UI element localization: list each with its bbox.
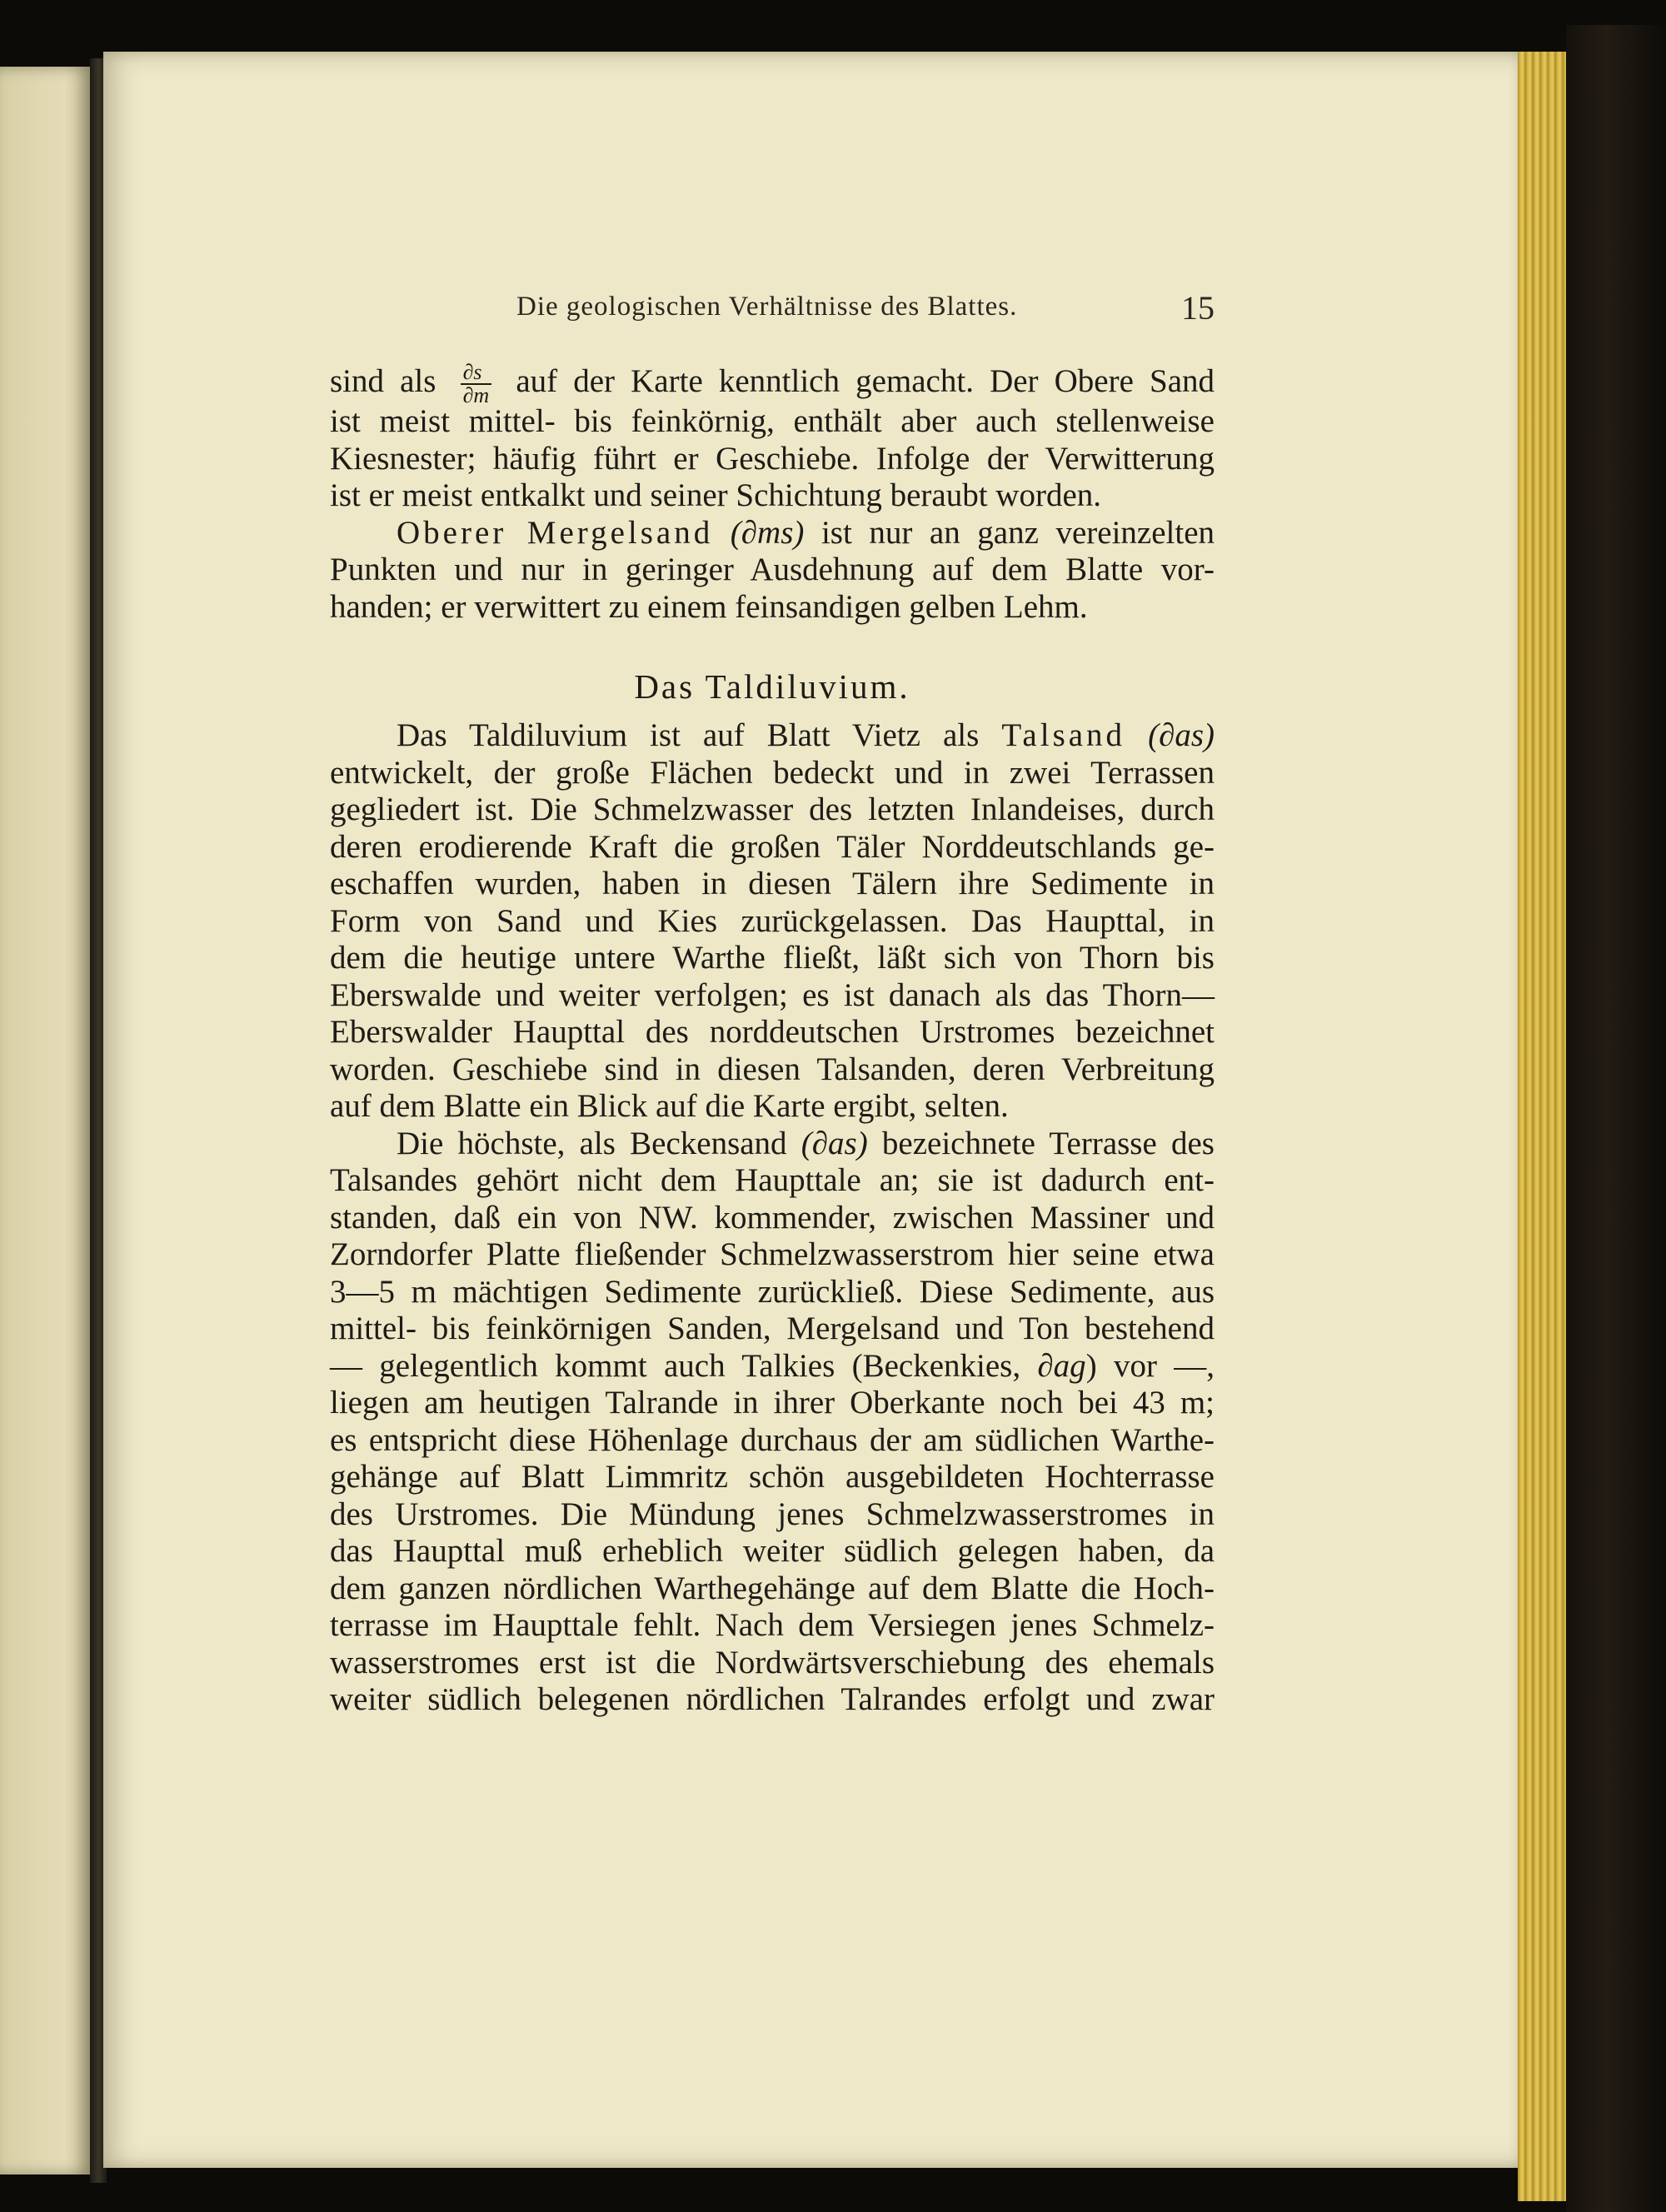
map-symbol: (∂as) (1148, 717, 1215, 753)
text-line: entwickelt, der große Flächen bedeckt und in zwei Terrassen (330, 754, 1215, 791)
text-line: ist er meist entkalkt und seiner Schichtung beraubt worden. (330, 477, 1102, 513)
text-line: gehänge auf Blatt Limmritz schön ausgebildeten Hochterrasse (330, 1459, 1215, 1495)
text-line: auf dem Blatte ein Blick auf die Karte ergibt, selten. (330, 1088, 1009, 1124)
fraction-numerator: ∂s (461, 362, 492, 385)
map-symbol: ∂ag (1037, 1347, 1086, 1384)
left-page-edge (0, 67, 92, 2175)
map-symbol: (∂ms) (730, 514, 805, 551)
text-line: Zorndorfer Platte fließender Schmelzwasserstrom hier seine etwa (330, 1236, 1215, 1272)
text-line: weiter südlich belegenen nördlichen Talrandes erfolgt und zwar (330, 1681, 1215, 1717)
body-text (330, 360, 1215, 1719)
text-line: des Urstromes. Die Mündung jenes Schmelzwasserstromes in (330, 1495, 1215, 1532)
text-line (330, 515, 1215, 552)
text-line: Eberswalder Haupttal des norddeutschen Urstromes bezeichnet (330, 1014, 1215, 1050)
text-fragment: bezeichnete Terrasse des (881, 1125, 1215, 1161)
text-fragment: Die höchste, als Beckensand (397, 1125, 787, 1161)
text-line: es entspricht diese Höhenlage durchaus der am südlichen Warthe- (330, 1421, 1215, 1458)
text-fragment: sind als (330, 363, 436, 399)
book-cover (1566, 25, 1666, 2212)
text-line: 3—5 m mächtigen Sedimente zurückließ. Diese Sedimente, aus (330, 1273, 1215, 1310)
text-line: deren erodierende Kraft die großen Täler Norddeutschlands ge- (330, 828, 1215, 865)
text-line: worden. Geschiebe sind in diesen Talsanden, deren Verbreitung (330, 1051, 1215, 1087)
term-spaced: Talsand (1001, 717, 1126, 753)
text-line: eschaffen wurden, haben in diesen Tälern ihre Sedimente in (330, 866, 1215, 901)
page-block-edge (1518, 52, 1568, 2201)
page-number: 15 (1181, 289, 1215, 327)
text-fragment: Das Taldiluvium ist auf Blatt Vietz als (397, 717, 980, 753)
text-line: Punkten und nur in geringer Ausdehnung auf dem Blatte vor- (330, 552, 1215, 587)
text-line: das Haupttal muß erheblich weiter südlich gelegen haben, da (330, 1533, 1215, 1569)
text-line: terrasse im Haupttale fehlt. Nach dem Versiegen jenes Schmelz- (330, 1607, 1215, 1643)
text-line (330, 1348, 1215, 1386)
text-line: ist meist mittel- bis feinkörnig, enthält aber auch stellenweise (330, 403, 1215, 439)
text-line (330, 360, 1215, 408)
text-fragment: auf der Karte kenntlich gemacht. Der Obere Sand (516, 363, 1215, 399)
map-symbol: (∂as) (801, 1125, 868, 1161)
text-fragment: — gelegentlich kommt auch Talkies (Beckenkies, (330, 1347, 1021, 1384)
text-line: dem die heutige untere Warthe fließt, läßt sich von Thorn bis (330, 940, 1215, 976)
text-line: gegliedert ist. Die Schmelzwasser des letzten Inlandeises, durch (330, 791, 1215, 827)
text-line (330, 1126, 1215, 1163)
text-line (330, 717, 1215, 755)
fraction-denominator: ∂m (462, 383, 490, 408)
text-fragment: ist nur an ganz vereinzelten (821, 514, 1215, 551)
text-line: mittel- bis feinkörnigen Sanden, Mergelsand und Ton bestehend (330, 1311, 1215, 1346)
text-line: liegen am heutigen Talrande in ihrer Oberkante noch bei 43 m; (330, 1385, 1215, 1421)
text-line: handen; er verwittert zu einem feinsandigen gelben Lehm. (330, 588, 1088, 625)
text-line: Talsandes gehört nicht dem Haupttale an; sie ist dadurch ent- (330, 1162, 1215, 1198)
text-line: dem ganzen nördlichen Warthegehänge auf dem Blatte die Hoch- (330, 1570, 1215, 1606)
text-line: wasserstromes erst ist die Nordwärtsverschiebung des ehemals (330, 1644, 1215, 1680)
text-line: Kiesnester; häufig führt er Geschiebe. Infolge der Verwitterung (330, 440, 1215, 477)
running-head: Die geologischen Verhältnisse des Blattes. (516, 292, 1018, 322)
text-fragment: ) vor —, (1085, 1347, 1215, 1384)
section-heading: Das Taldiluvium. (634, 667, 910, 706)
term-spaced: Oberer Mergelsand (397, 514, 714, 551)
fraction-symbol (461, 362, 492, 407)
text-line: Form von Sand und Kies zurückgelassen. Das Haupttal, in (330, 902, 1215, 939)
text-line: standen, daß ein von NW. kommender, zwischen Massiner und (330, 1199, 1215, 1236)
text-line: Eberswalde und weiter verfolgen; es ist danach als das Thorn— (330, 976, 1215, 1013)
